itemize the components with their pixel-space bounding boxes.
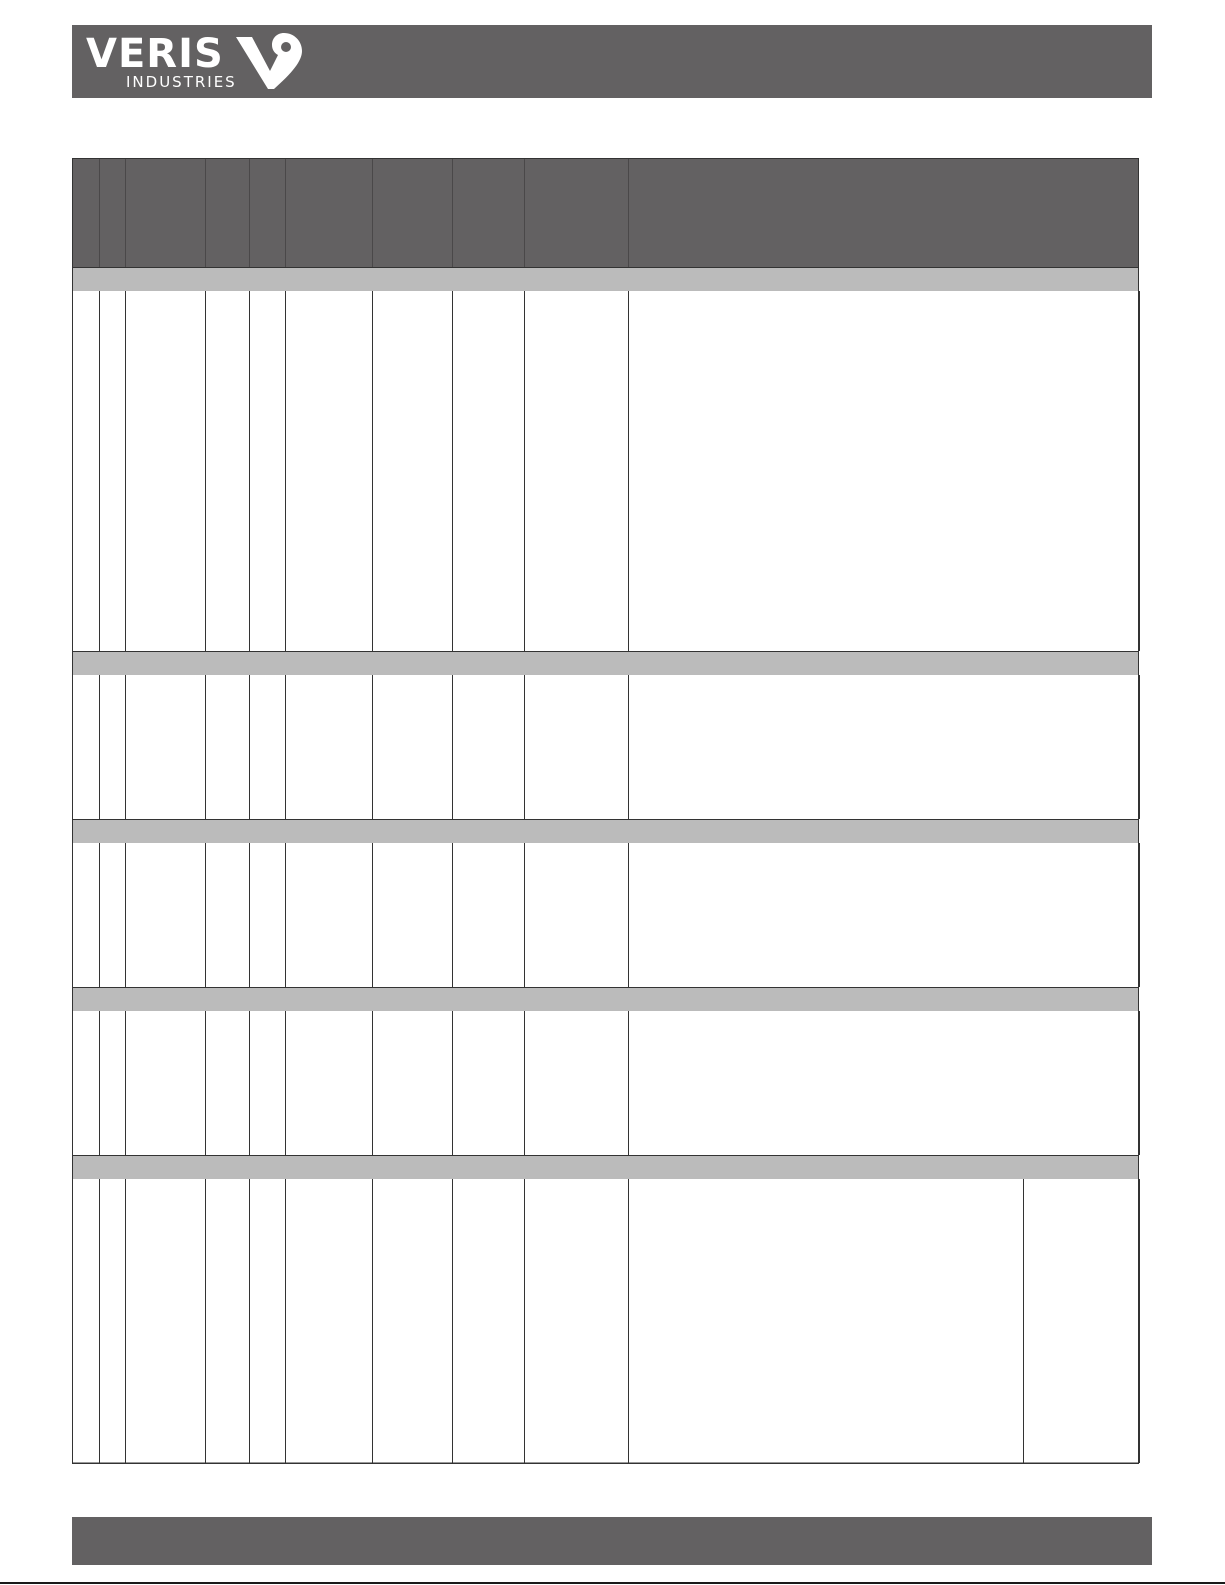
- table-row: [72, 795, 1139, 819]
- table-row: [72, 675, 1139, 699]
- table-row: [72, 531, 1139, 555]
- table-row: [72, 435, 1139, 459]
- table-row: [72, 1179, 1139, 1251]
- header-bar: [72, 25, 1152, 98]
- table-section-band: [72, 651, 1139, 675]
- table-row: [72, 507, 1139, 531]
- table-section-band: [72, 267, 1139, 291]
- table-row: [72, 603, 1139, 627]
- table-row: [72, 291, 1139, 315]
- table-row: [72, 627, 1139, 651]
- table-section-band: [72, 819, 1139, 843]
- table-row: [72, 1107, 1139, 1131]
- table-row: [72, 771, 1139, 795]
- table-row: [72, 963, 1139, 987]
- footer-bar: [72, 1517, 1152, 1565]
- table-row: [72, 339, 1139, 363]
- table-row: [72, 891, 1139, 915]
- table-row: [72, 939, 1139, 963]
- table-row: [72, 315, 1139, 339]
- table-row: [72, 843, 1139, 867]
- table-row: [72, 867, 1139, 891]
- logo-wordmark: VERIS: [86, 31, 224, 77]
- table-row: [72, 1131, 1139, 1155]
- table-row: [72, 1251, 1139, 1303]
- table-row: [72, 723, 1139, 747]
- table-row: [72, 555, 1139, 579]
- table-row: [72, 1083, 1139, 1107]
- table-row: [72, 1011, 1139, 1035]
- table-row: [72, 699, 1139, 723]
- veris-v-logo-icon: [234, 31, 306, 93]
- register-table: [72, 158, 1152, 1471]
- table-section-band: [72, 1155, 1139, 1179]
- table-row: [72, 1059, 1139, 1083]
- table-row: [72, 387, 1139, 411]
- table-row: [72, 1351, 1139, 1397]
- table-section-band: [72, 987, 1139, 1011]
- table-row: [72, 411, 1139, 435]
- table-row: [72, 483, 1139, 507]
- table-row: [72, 459, 1139, 483]
- veris-logo: [86, 31, 296, 93]
- table-row: [72, 915, 1139, 939]
- bottom-rule: [0, 1582, 1225, 1584]
- table-header-row: [72, 158, 1139, 267]
- table-row: [72, 747, 1139, 771]
- table-row: [72, 1035, 1139, 1059]
- logo-subtitle: INDUSTRIES: [126, 73, 237, 91]
- table-row: [72, 1303, 1139, 1351]
- table-row: [72, 363, 1139, 387]
- table-row: [72, 1397, 1139, 1463]
- table-row: [72, 579, 1139, 603]
- register-table-grid: [72, 158, 1152, 1471]
